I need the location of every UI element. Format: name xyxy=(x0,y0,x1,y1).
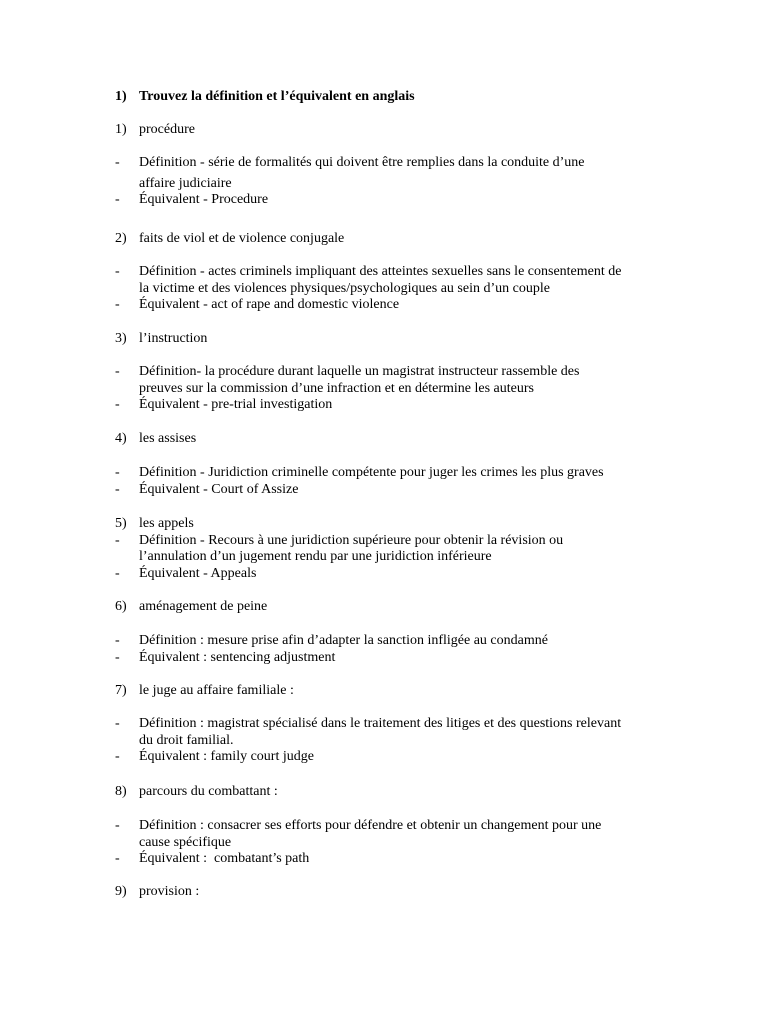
definition-line: Définition - Recours à une juridiction supérieure pour obtenir la révision ou xyxy=(139,532,564,548)
item-2-term xyxy=(0,231,768,248)
equivalent-line: Équivalent : sentencing adjustment xyxy=(139,649,336,665)
heading-text: Trouvez la définition et l’équivalent en anglais xyxy=(139,89,415,104)
bullet: - xyxy=(115,264,120,279)
item-term: les assises xyxy=(139,431,197,446)
equivalent-line: Équivalent - Procedure xyxy=(139,191,269,207)
item-4-details xyxy=(0,465,768,498)
equivalent-line: Équivalent - Appeals xyxy=(139,565,257,581)
item-number: 8) xyxy=(115,784,127,799)
definition-line: cause spécifique xyxy=(139,834,232,850)
bullet: - xyxy=(115,565,120,581)
item-1-details xyxy=(0,155,768,208)
item-3-term xyxy=(0,331,768,348)
item-1-term xyxy=(0,122,768,139)
definition-line: Définition : consacrer ses efforts pour défendre et obtenir un changement pour une xyxy=(139,818,602,833)
item-8-details xyxy=(0,818,768,868)
bullet: - xyxy=(115,155,120,170)
item-term: faits de viol et de violence conjugale xyxy=(139,231,345,246)
bullet: - xyxy=(115,532,120,548)
item-term: procédure xyxy=(139,122,195,137)
bullet: - xyxy=(115,397,120,412)
bullet: - xyxy=(115,364,120,379)
item-9-term xyxy=(0,884,768,901)
bullet: - xyxy=(115,481,120,497)
item-term: parcours du combattant : xyxy=(139,784,278,799)
item-term: provision : xyxy=(139,884,200,899)
item-7-details xyxy=(0,716,768,766)
item-3-details xyxy=(0,364,768,414)
definition-line: l’annulation d’un jugement rendu par une juridiction inférieure xyxy=(139,549,492,564)
item-7-term xyxy=(0,683,768,700)
definition-line: la victime et des violences physiques/psychologiques au sein d’un couple xyxy=(139,280,550,296)
definition-line: Définition- la procédure durant laquelle un magistrat instructeur rassemble des xyxy=(139,364,580,379)
item-6-term xyxy=(0,599,768,616)
item-number: 6) xyxy=(115,599,127,614)
definition-line: Définition - série de formalités qui doivent être remplies dans la conduite d’une xyxy=(139,155,585,170)
item-6-details xyxy=(0,633,768,666)
definition-line: affaire judiciaire xyxy=(139,175,232,191)
heading-number: 1) xyxy=(115,89,127,104)
item-4-term xyxy=(0,431,768,448)
exercise-heading xyxy=(0,89,768,106)
equivalent-line: Équivalent - pre-trial investigation xyxy=(139,397,333,412)
definition-line: du droit familial. xyxy=(139,732,234,748)
equivalent-line: Équivalent - act of rape and domestic violence xyxy=(139,297,400,312)
equivalent-line: Équivalent : family court judge xyxy=(139,749,314,764)
bullet: - xyxy=(115,851,120,866)
item-term: aménagement de peine xyxy=(139,599,268,614)
bullet: - xyxy=(115,191,120,207)
definition-line: Définition : mesure prise afin d’adapter la sanction infligée au condamné xyxy=(139,633,548,648)
item-term: les appels xyxy=(139,516,194,531)
item-number: 3) xyxy=(115,331,127,346)
definition-line: Définition - Juridiction criminelle compétente pour juger les crimes les plus graves xyxy=(139,465,604,480)
definition-line: Définition : magistrat spécialisé dans le traitement des litiges et des questions relevant xyxy=(139,716,622,731)
bullet: - xyxy=(115,818,120,833)
item-number: 1) xyxy=(115,122,127,137)
definition-line: Définition - actes criminels impliquant des atteintes sexuelles sans le consentement de xyxy=(139,264,622,279)
bullet: - xyxy=(115,297,120,312)
item-5 xyxy=(0,516,768,582)
item-8-term xyxy=(0,784,768,801)
definition-line: preuves sur la commission d’une infraction et en détermine les auteurs xyxy=(139,380,534,396)
item-number: 5) xyxy=(115,516,127,531)
bullet: - xyxy=(115,749,120,764)
item-number: 2) xyxy=(115,231,127,246)
item-number: 9) xyxy=(115,884,127,899)
bullet: - xyxy=(115,465,120,480)
item-number: 4) xyxy=(115,431,127,446)
item-number: 7) xyxy=(115,683,127,698)
equivalent-line: Équivalent : combatant’s path xyxy=(139,851,310,866)
item-2-details xyxy=(0,264,768,314)
bullet: - xyxy=(115,633,120,648)
bullet: - xyxy=(115,649,120,665)
equivalent-line: Équivalent - Court of Assize xyxy=(139,481,299,497)
item-term: l’instruction xyxy=(139,331,208,346)
bullet: - xyxy=(115,716,120,731)
item-term: le juge au affaire familiale : xyxy=(139,683,294,698)
